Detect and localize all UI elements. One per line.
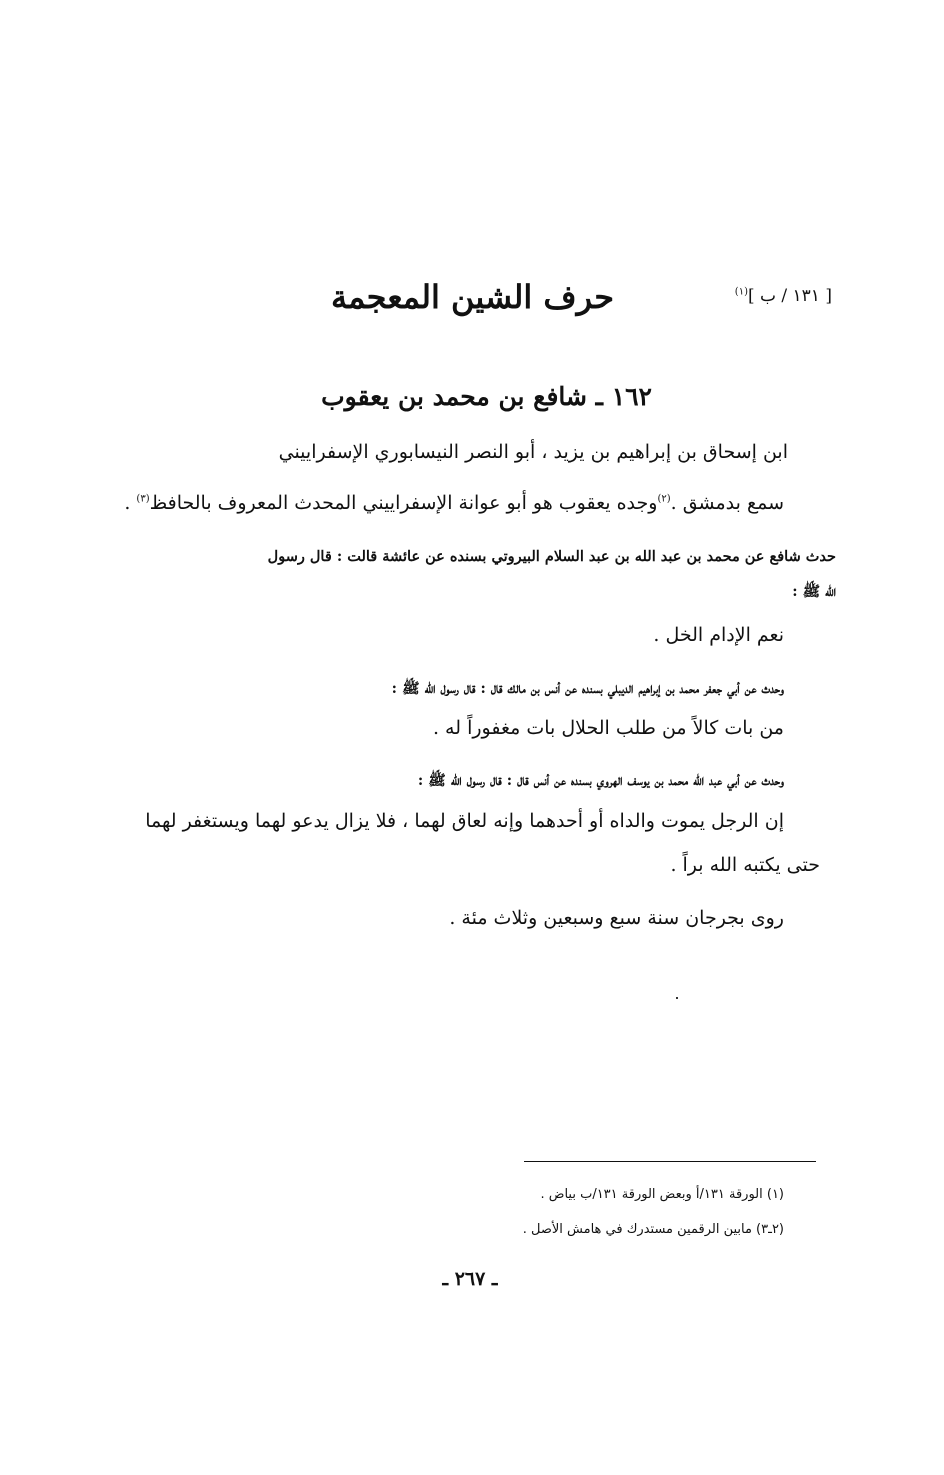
folio-footnote-marker: (١)	[734, 286, 748, 298]
hadith-text-3-line-1: إن الرجل يموت والداه أو أحدهما وإنه لعاق لهما ، فلا يزال يدعو لهما ويستغفر لهما	[145, 810, 784, 832]
stray-dot	[676, 997, 678, 999]
entry-line-3: حدث شافع عن محمد بن عبد الله بن عبد السلام البيروتي بسنده عن عائشة قالت : قال رسول	[267, 548, 836, 565]
line2-part-a: سمع بدمشق .	[670, 492, 784, 514]
hadith-text-3-line-2: حتى يكتبه الله براً .	[670, 854, 820, 876]
hadith-text-1: نعم الإدام الخل .	[653, 624, 784, 646]
entry-line-2	[124, 492, 784, 514]
folio-text: [ ١٣١ / ب ]	[747, 286, 832, 306]
entry-closing-line: روى بجرجان سنة سبع وسبعين وثلاث مئة .	[449, 907, 784, 929]
line2-part-b: وجده يعقوب هو أبو عوانة الإسفراييني المحدث المعروف بالحافظ	[149, 492, 658, 514]
page-number: ـ ٢٦٧ ـ	[442, 1268, 498, 1290]
entry-title: ١٦٢ ـ شافع بن محمد بن يعقوب	[321, 382, 652, 411]
footnote-marker-2: (٢)	[657, 493, 671, 505]
chapter-title: حرف الشين المعجمة	[331, 278, 614, 316]
footnote-1: (١) الورقة ١٣١/أ وبعض الورقة ١٣١/ب بياض .	[540, 1187, 784, 1202]
footnote-marker-3: (٣)	[136, 493, 150, 505]
footnote-2: (٢ـ٣) مابين الرقمين مستدرك في هامش الأصل .	[522, 1222, 784, 1237]
entry-line-1: ابن إسحاق بن إبراهيم بن يزيد ، أبو النصر النيسابوري الإسفراييني	[278, 441, 788, 463]
folio-reference	[735, 286, 832, 306]
entry-line-6: وحدث عن أبي جعفر محمد بن إبراهيم الديبلي بسنده عن أنس بن مالك قال : قال رسول الله ﷺ :	[391, 680, 784, 697]
entry-line-4: الله ﷺ :	[792, 583, 836, 600]
line2-end: .	[124, 492, 137, 514]
hadith-text-2: من بات كالاً من طلب الحلال بات مغفوراً له .	[432, 717, 784, 739]
footnote-divider	[524, 1161, 816, 1162]
entry-line-8: وحدث عن أبي عبد الله محمد بن يوسف الهروي بسنده عن أنس قال : قال رسول الله ﷺ :	[417, 772, 784, 789]
